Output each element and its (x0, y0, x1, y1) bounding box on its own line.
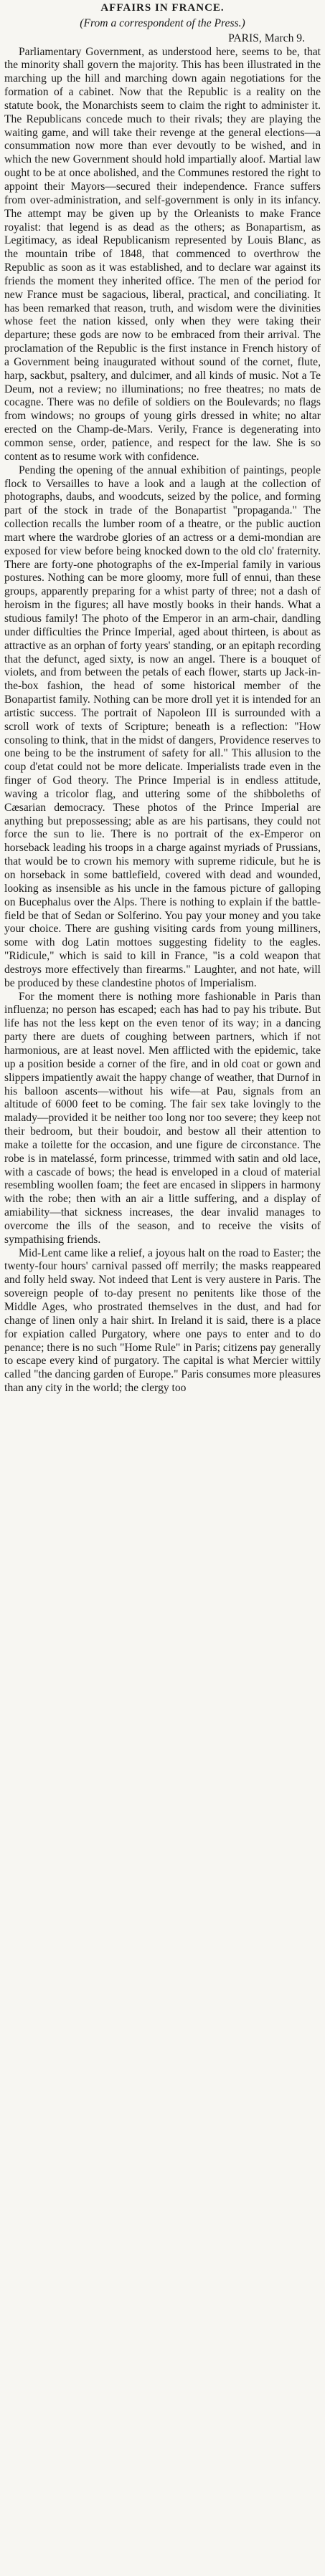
article-paragraph: Parliamentary Government, as understood here, seems to be, that the minority shall govern the majority. This has been illustrated in the marching up the hill and marching down again negotiations for the formation of a cabinet. Now that the Republic is a reality on the statute book, the Monarchists seem to claim the right to administer it. The Republicans concede much to their rivals; they are playing the waiting game, and will take their revenge at the general elections—a consummation now more than ever devoutly to be wished, and in which the new Government should hold impartially aloof. Martial law ought to be at once abolished, and the Communes restored the right to appoint their Mayors—secured their independence. France suffers from over-administration, and self-government is only in its infancy. The attempt may be given up by the Orleanists to make France royalist: that legend is as dead as the others; as Bonapartism, as Legitimacy, as ideal Republicanism represented by Louis Blanc, as the mountain tribe of 1848, that commenced to overthrow the Republic as soon as it was established, and to declare war against its friends the moment they inherited office. The men of the period for new France must be sagacious, liberal, practical, and conciliating. It has been remarked that reason, truth, and wisdom were the divinities whose feet the nation kissed, only when they were taking their departure; these gods are now to be embraced from their arrival. The proclamation of the Republic is the first instance in French history of a Government being inaugurated without sound of the cornet, flute, harp, sackbut, psaltery, and dulcimer, and all kinds of music. Not a Te Deum, not a review; no illuminations; no free theatres; no mats de cocagne. There was no defile of soldiers on the Boulevards; no flags from windows; no groups of young girls dressed in white; no altar erected on the Champ-de-Mars. Verily, France is degenerating into common sense, order, patience, and respect for the law. She is so content as to resume work with confidence. (4, 45, 321, 463)
article-paragraph: Mid-Lent came like a relief, a joyous halt on the road to Easter; the twenty-four hours' carnival passed off merrily; the masks reappeared and folly held sway. Not indeed that Lent is very austere in Paris. The sovereign people of to-day present no penitents like those of the Middle Ages, who prostrated themselves in the dust, and had for change of linen only a hair shirt. In Ireland it is said, there is a place for expiation called Purgatory, where one pays to enter and to do penance; there is no such "Home Rule" in Paris; citizens pay generally to escape every kind of purgatory. The capital is what Mercier wittily called "the dancing garden of Europe." Paris consumes more pleasures than any city in the world; the clergy too (4, 1246, 321, 1395)
article-byline: (From a correspondent of the Press.) (80, 16, 245, 29)
article-headline: AFFAIRS IN FRANCE. (100, 2, 225, 14)
article-paragraph: For the moment there is nothing more fashionable in Paris than influenza; no person has escaped; each has had to pay his tribute. But life has not the less kept on the even tenor of its way; in a dancing party there are duets of coughing between partners, which if not harmonious, are at least novel. Men afflicted with the epidemic, take up a position beside a corner of the fire, and in old coat or gown and slippers impatiently await the happy change of weather, that Durnof in his balloon ascents—without his wife—at Pau, signals from an altitude of 6000 feet to be coming. The fair sex take lovingly to the malady—provided it be neither too long nor too severe; they keep not their bedroom, but their boudoir, and bestow all their attention to make a toilette for the occasion, and une figure de circonstance. The robe is in matelassé, form princesse, trimmed with satin and old lace, with a cascade of bows; the head is enveloped in a cloud of material resembling woollen foam; the feet are encased in slippers in harmony with the robe; then with an air a little suffering, and a display of amiability—that sickness increases, the dear invalid manages to overcome the ills of the season, and to receive the visits of sympathising friends. (4, 990, 321, 1246)
article-paragraph: Pending the opening of the annual exhibition of paintings, people flock to Versailles to have a look and a laugh at the collection of photographs, daubs, and woodcuts, seized by the police, and forming part of the stock in trade of the Bonapartist "propaganda." The collection recalls the lumber room of a theatre, or the public auction mart where the wardrobe glories of an actress or a demi-mondian are exposed for view before being knocked down to the old clo' fraternity. There are forty-one photographs of the ex-Imperial family in various postures. Nothing can be more gloomy, more full of ennui, than these groups, apparently preparing for a whist party of three; not a dash of heroism in the figures; all have mostly books in their hands. What a studious family! The photo of the Emperor in an arm-chair, dandling under difficulties the Prince Imperial, aged about thirteen, is about as attractive as an orphan of forty years' standing, or an epitaph recording that the defunct, aged sixty, is now an angel. There is a bouquet of violets, and from between the petals of each flower, starts up Jack-in-the-box fashion, the head of some historical member of the Bonapartist family. Nothing can be more droll yet it is intended for an artistic success. The portrait of Napoleon III is surrounded with a scroll work of texts of Scripture; beneath is a reflection: "How consoling to think, that in the midst of dangers, Providence reserves to one being to be the instrument of safety for all." This allusion to the coup d'etat could not be more delicate. Imperialists trade even in the finger of God theory. The Prince Imperial is in endless attitude, waving a tricolor flag, and uttering some of the shibboleths of Cæsarian democracy. These photos of the Prince Imperial are anything but prepossessing; able as are his partisans, they could not force the sun to lie. There is no portrait of the ex-Emperor on horseback leading his troops in a charge against myriads of Prussians, that would be to crown his memory with supreme ridicule, but he is on horseback in some battlefield, covered with dead and wounded, looking as insensible as his uncle in the famous picture of galloping on Bucephalus over the Alps. There is nothing to explain if the battle-field be that of Sedan or Solferino. You pay your money and you take your choice. There are gushing visiting cards from young milliners, some with dog Latin mottoes suggesting fidelity to the eagles. "Ridicule," which is said to kill in France, "is a cold weapon that destroys more effectively than firearms." Laughter, and not hate, will be produced by these clandestine photos of Imperialism. (4, 463, 321, 989)
article-dateline: PARIS, March 9. (228, 32, 305, 44)
